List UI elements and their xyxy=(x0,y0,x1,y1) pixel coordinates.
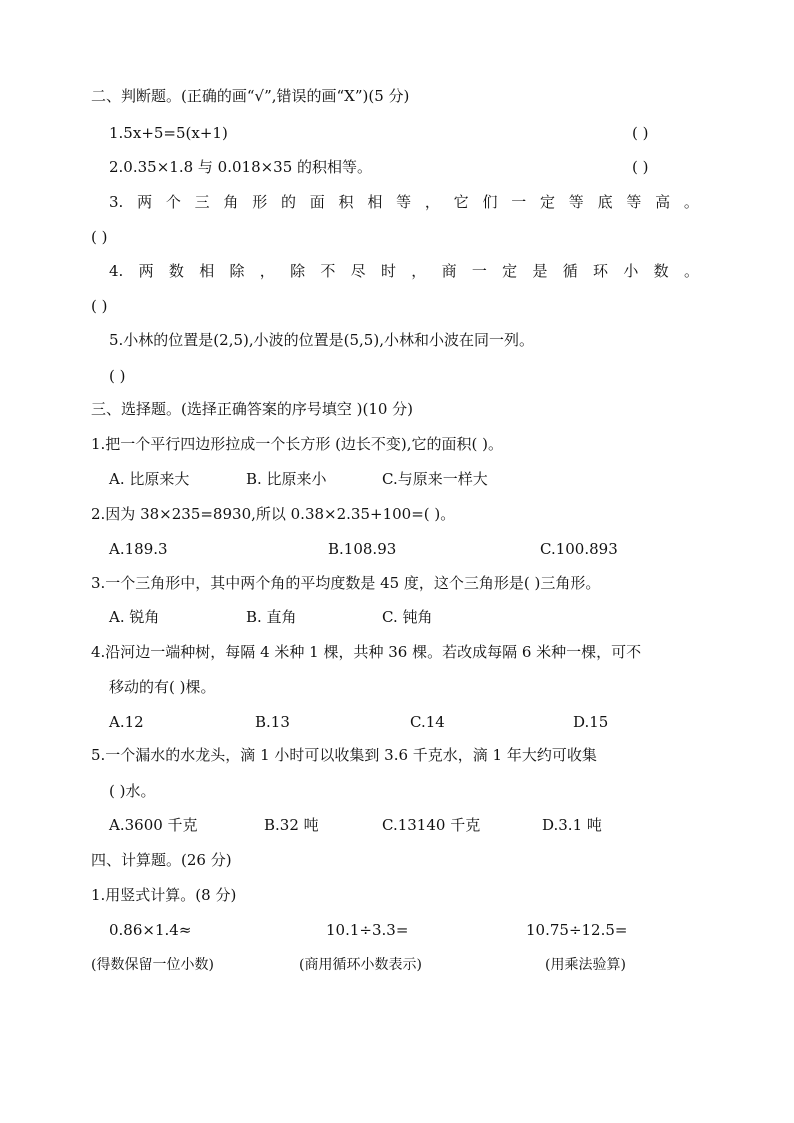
question-char: 角 xyxy=(223,193,239,211)
question-char: 除 xyxy=(229,262,245,280)
question-char: 形 xyxy=(252,193,268,211)
choice-q2: 2.因为 38×235=8930,所以 0.38×2.35+100=( )。 xyxy=(91,505,456,523)
judge-q2-answer-paren[interactable]: ( ) xyxy=(632,158,649,176)
calc-note-1: (得数保留一位小数) xyxy=(91,957,214,973)
question-char: ， xyxy=(424,193,440,211)
question-char: 等 xyxy=(396,193,412,211)
choice-q3-option-a[interactable]: A. 锐角 xyxy=(109,608,160,626)
calc-expr-3: 10.75÷12.5= xyxy=(526,921,628,939)
choice-q5-option-d[interactable]: D.3.1 吨 xyxy=(542,816,602,834)
question-char: 环 xyxy=(593,262,609,280)
question-char: 不 xyxy=(320,262,336,280)
judge-q2: 2.0.35×1.8 与 0.018×35 的积相等。 xyxy=(109,158,373,176)
choice-q3-option-b[interactable]: B. 直角 xyxy=(246,608,297,626)
question-char: 个 xyxy=(165,193,181,211)
question-char: 时 xyxy=(380,262,396,280)
question-char: 底 xyxy=(597,193,613,211)
question-char: 。 xyxy=(683,262,699,280)
question-char: 循 xyxy=(562,262,578,280)
choice-q2-option-a[interactable]: A.189.3 xyxy=(109,540,168,558)
judge-q5-answer-paren[interactable]: ( ) xyxy=(109,367,126,385)
choice-q4-line1: 4.沿河边一端种树，每隔 4 米种 1 棵，共种 36 棵。若改成每隔 6 米种一棵，可不 xyxy=(91,643,642,661)
question-char: 除 xyxy=(290,262,306,280)
choice-q3-option-c[interactable]: C. 钝角 xyxy=(382,608,433,626)
question-char: 一 xyxy=(511,193,527,211)
question-char: 面 xyxy=(309,193,325,211)
choice-q5-line2: ( )水。 xyxy=(109,782,156,800)
question-char: 两 xyxy=(138,262,154,280)
choice-q2-option-c[interactable]: C.100.893 xyxy=(540,540,618,558)
question-char: 两 xyxy=(137,193,153,211)
choice-q4-option-a[interactable]: A.12 xyxy=(109,713,144,731)
calc-expr-1: 0.86×1.4≈ xyxy=(109,921,192,939)
question-char: 尽 xyxy=(350,262,366,280)
question-char: 高 xyxy=(655,193,671,211)
question-char: 一 xyxy=(471,262,487,280)
question-char: 数 xyxy=(653,262,669,280)
choice-q4-option-b[interactable]: B.13 xyxy=(255,713,290,731)
calc-note-2: (商用循环小数表示) xyxy=(299,957,422,973)
question-char: 3. xyxy=(109,193,124,211)
section4-title: 四、计算题。(26 分) xyxy=(91,851,232,869)
question-char: 相 xyxy=(199,262,215,280)
question-char: 等 xyxy=(626,193,642,211)
choice-q5-option-c[interactable]: C.13140 千克 xyxy=(382,816,481,834)
judge-q3 xyxy=(109,192,699,212)
question-char: 它 xyxy=(453,193,469,211)
question-char: 定 xyxy=(540,193,556,211)
question-char: ， xyxy=(411,262,427,280)
choice-q5-line1: 5.一个漏水的水龙头，滴 1 小时可以收集到 3.6 千克水，滴 1 年大约可收集 xyxy=(91,746,597,764)
question-char: 商 xyxy=(441,262,457,280)
judge-q4-answer-paren[interactable]: ( ) xyxy=(91,297,108,315)
choice-q2-option-b[interactable]: B.108.93 xyxy=(328,540,397,558)
choice-q5-option-b[interactable]: B.32 吨 xyxy=(264,816,319,834)
question-char: ， xyxy=(259,262,275,280)
choice-q1-option-c[interactable]: C.与原来一样大 xyxy=(382,470,488,488)
choice-q1-option-a[interactable]: A. 比原来大 xyxy=(109,470,190,488)
question-char: 小 xyxy=(623,262,639,280)
question-char: 数 xyxy=(168,262,184,280)
choice-q4-option-d[interactable]: D.15 xyxy=(573,713,609,731)
choice-q4-line2: 移动的有( )棵。 xyxy=(109,678,216,696)
judge-q5: 5.小林的位置是(2,5),小波的位置是(5,5),小林和小波在同一列。 xyxy=(109,331,534,349)
question-char: 三 xyxy=(194,193,210,211)
judge-q3-answer-paren[interactable]: ( ) xyxy=(91,228,108,246)
judge-q1: 1.5x+5=5(x+1) xyxy=(109,124,228,142)
section2-title: 二、判断题。(正确的画“√”,错误的画“X”)(5 分) xyxy=(91,87,410,105)
question-char: 定 xyxy=(502,262,518,280)
choice-q4-option-c[interactable]: C.14 xyxy=(410,713,445,731)
calc-expr-2: 10.1÷3.3= xyxy=(326,921,409,939)
question-char: 相 xyxy=(367,193,383,211)
question-char: 是 xyxy=(532,262,548,280)
question-char: 积 xyxy=(338,193,354,211)
calc-subsection-1: 1.用竖式计算。(8 分) xyxy=(91,886,237,904)
question-char: 们 xyxy=(482,193,498,211)
question-char: 等 xyxy=(568,193,584,211)
choice-q1-option-b[interactable]: B. 比原来小 xyxy=(246,470,327,488)
question-char: 4. xyxy=(109,262,124,280)
choice-q1: 1.把一个平行四边形拉成一个长方形 (边长不变),它的面积( )。 xyxy=(91,435,504,453)
calc-note-3: (用乘法验算) xyxy=(545,957,626,973)
question-char: 的 xyxy=(280,193,296,211)
section3-title: 三、选择题。(选择正确答案的序号填空 )(10 分) xyxy=(91,400,414,418)
judge-q4 xyxy=(109,261,699,281)
judge-q1-answer-paren[interactable]: ( ) xyxy=(632,124,649,142)
question-char: 。 xyxy=(683,193,699,211)
choice-q3: 3.一个三角形中，其中两个角的平均度数是 45 度，这个三角形是( )三角形。 xyxy=(91,574,601,592)
choice-q5-option-a[interactable]: A.3600 千克 xyxy=(109,816,198,834)
